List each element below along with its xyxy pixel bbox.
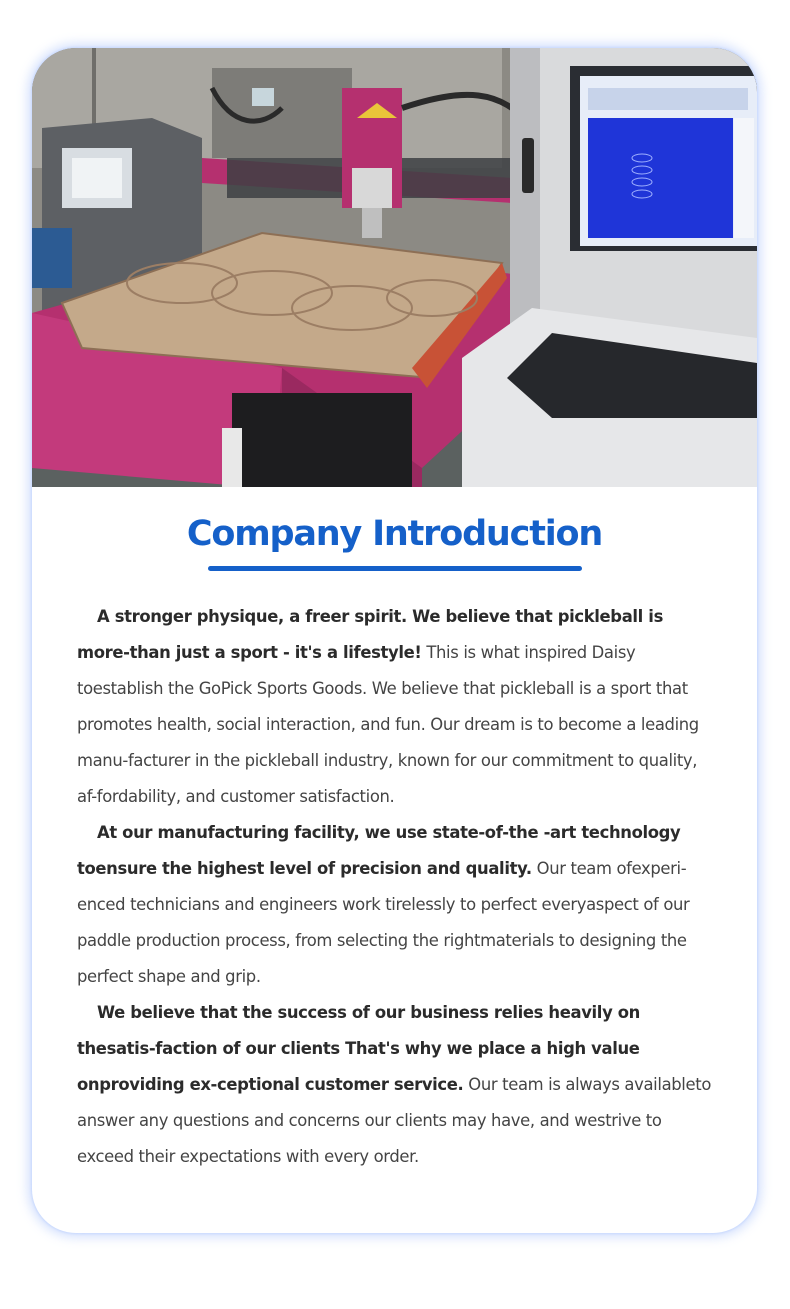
factory-photo [32,48,757,487]
cnc-machine-illustration [32,48,757,487]
intro-paragraph-2 [77,815,717,995]
paragraph-2-highlight: At our manufacturing facility, we use state-of-the -art technology toensure the highest level of precision and quality. [77,823,681,878]
paragraph-1-text: This is what inspired Daisy toestablish the GoPick Sports Goods. We believe that pickleball is a sport that promotes health, social interaction, and fun. Our dream is to become a leading manu-facturer in the pickleball industry, known for our commitment to quality, af-fordability, and customer satisfaction. [77,643,699,806]
paragraph-2-text: Our team ofexperi-enced technicians and engineers work tirelessly to perfect everyaspect of our paddle production process, from selecting the rightmaterials to designing the perfect shape and grip. [77,859,690,986]
paragraph-3-text: Our team is always availableto answer any questions and concerns our clients may have, and westrive to exceed their expectations with every order. [77,1075,712,1166]
intro-paragraph-3 [77,995,717,1175]
company-intro-card [32,48,757,1233]
paragraph-1-highlight: A stronger physique, a freer spirit. We believe that pickleball is more-than just a sport - it's a lifestyle! [77,607,663,662]
paragraph-3-highlight: We believe that the success of our business relies heavily on thesatis-faction of our clients That's why we place a high value onproviding ex-ceptional customer service. [77,1003,640,1094]
intro-paragraph-1 [77,599,717,815]
title-underline [208,566,582,571]
intro-text [77,599,717,1175]
section-title: Company Introduction [186,514,603,554]
